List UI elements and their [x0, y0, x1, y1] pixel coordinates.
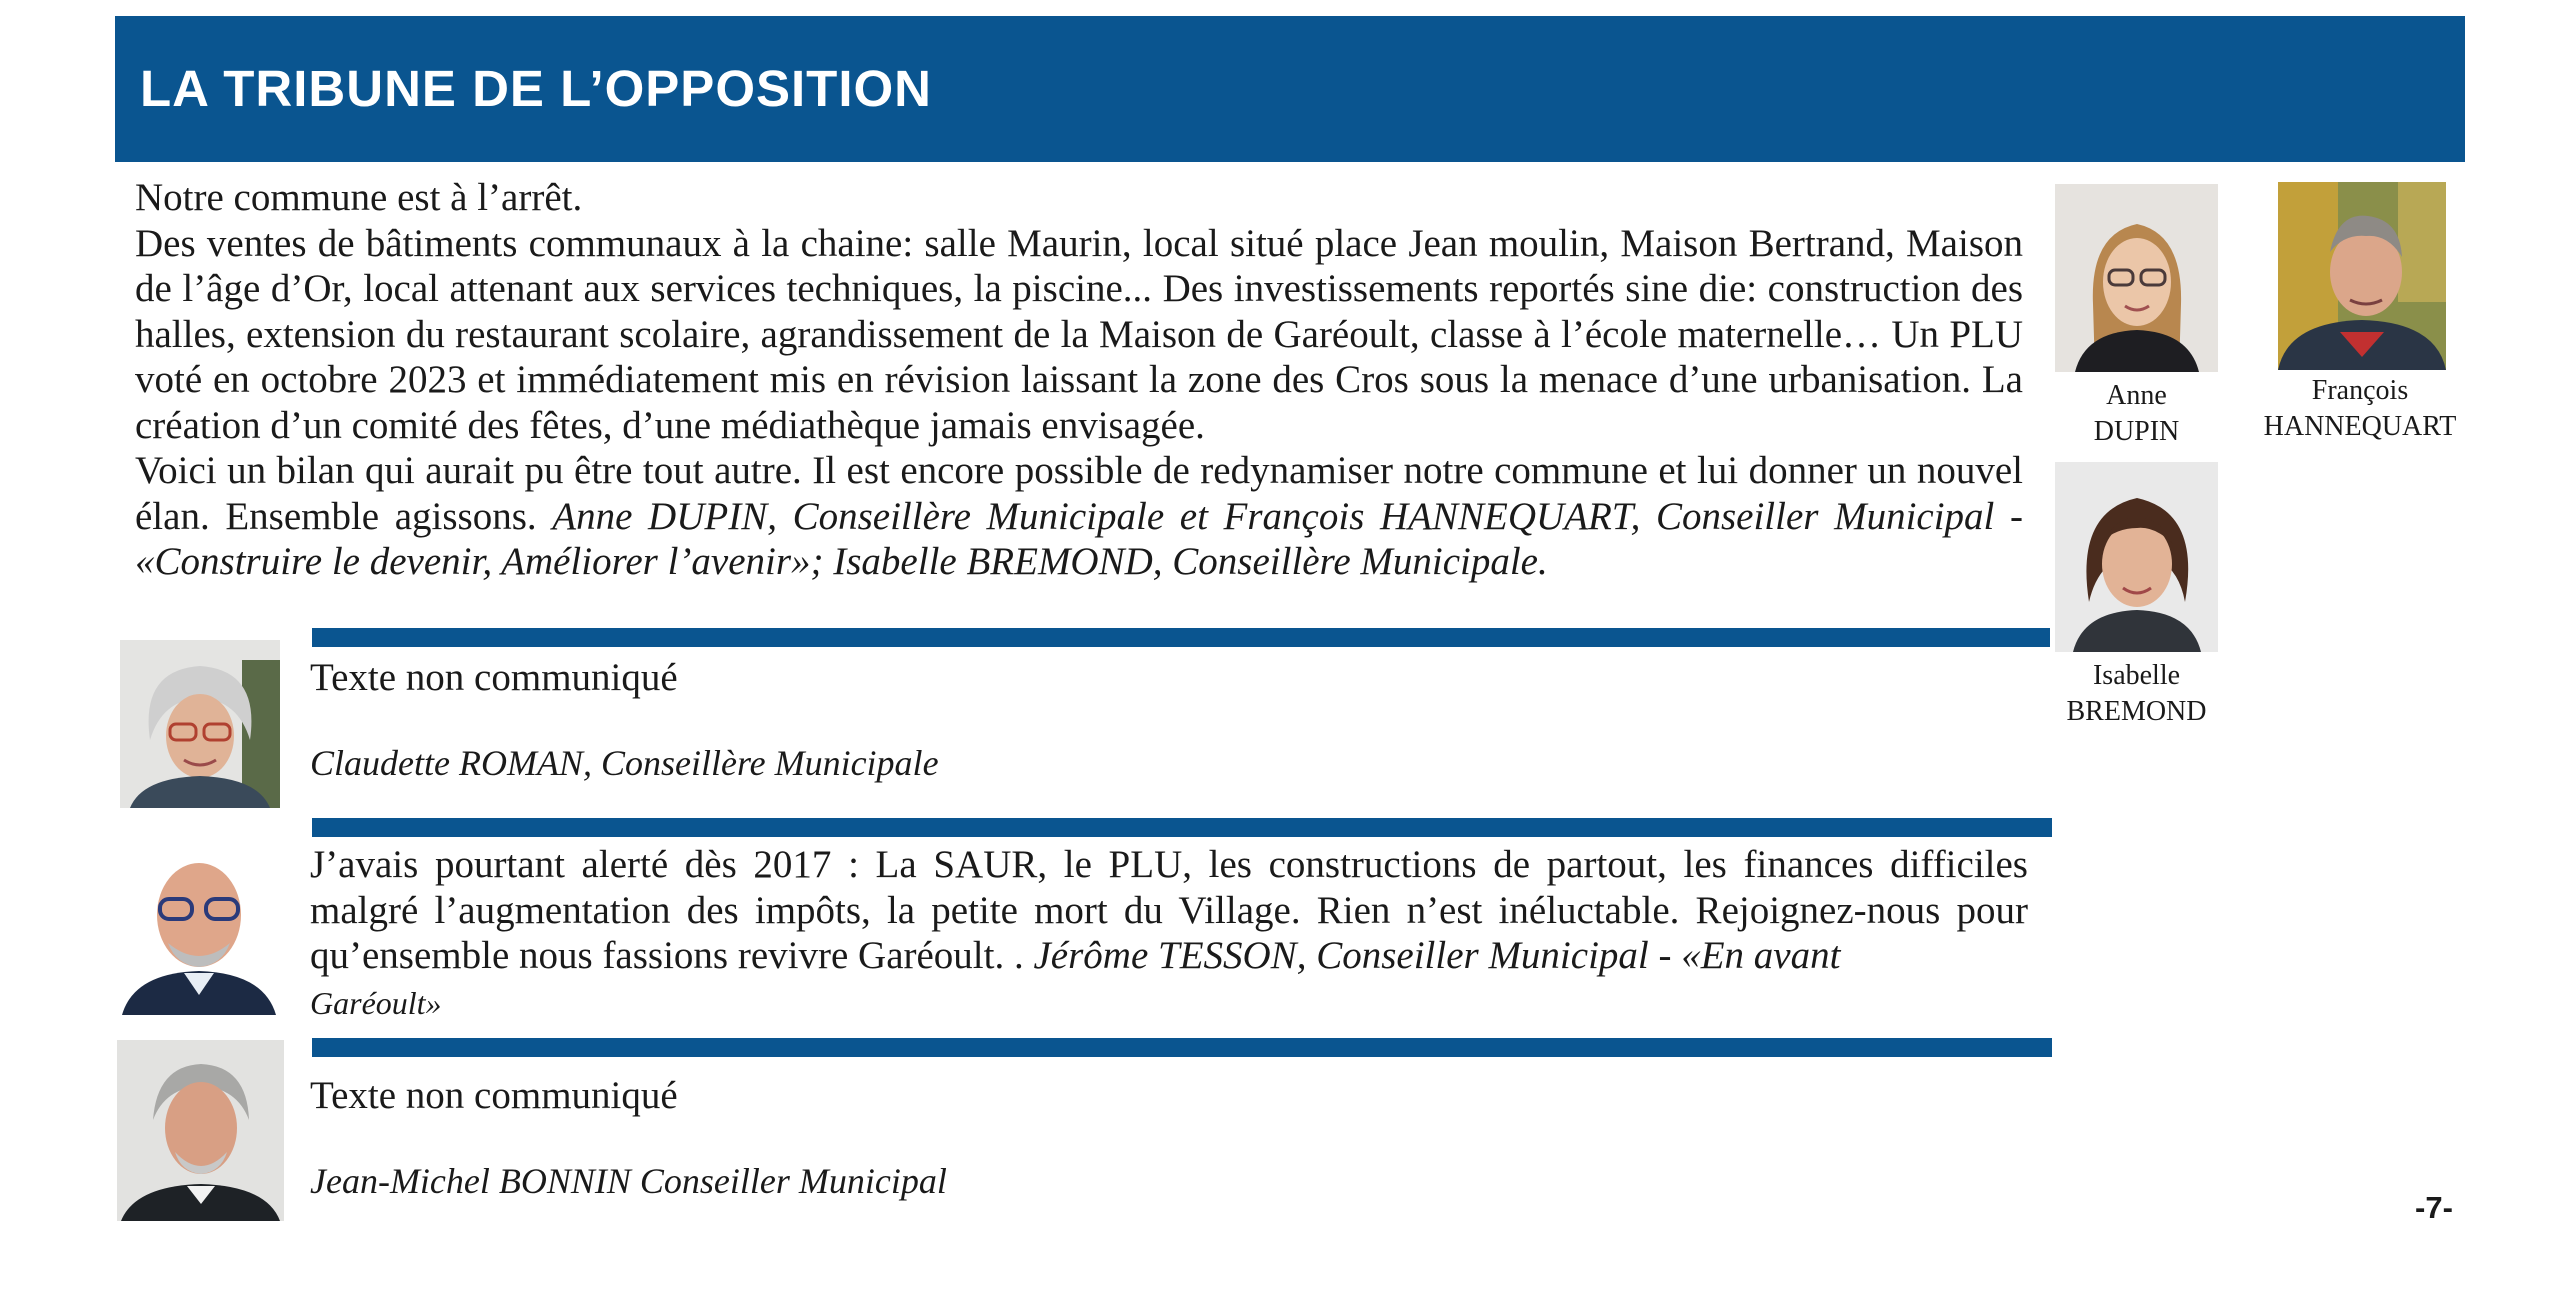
caption-anne-dupin	[2055, 378, 2218, 450]
portrait-francois-hannequart	[2278, 182, 2446, 370]
separator-bar	[312, 1038, 2052, 1057]
roman-signature: Claudette ROMAN, Conseillère Municipale	[310, 743, 939, 783]
main-closing	[135, 448, 2023, 585]
tesson-text: J’avais pourtant alerté dès 2017 : La SAUR, le PLU, les constructions de partout, les finances difficiles malgré l’augmentation des impôts, la petite mort du Village. Rien n’est inéluctable. Rejoignez-nous pour qu’ensemble nous fassions revivre Garéoult. .	[310, 843, 2028, 977]
opposition-main-text	[135, 175, 2023, 585]
portrait-claudette-roman	[120, 640, 280, 808]
caption-last-name: DUPIN	[2093, 416, 2180, 447]
caption-isabelle-bremond	[2055, 658, 2218, 730]
tesson-signature: Jérôme TESSON, Conseiller Municipal - «En avant	[1033, 934, 1841, 977]
caption-last-name: HANNEQUART	[2263, 411, 2457, 442]
roman-text: Texte non communiqué	[310, 656, 678, 699]
page-number: -7-	[2415, 1190, 2453, 1225]
portrait-anne-dupin	[2055, 184, 2218, 372]
tesson-signature-tail: Garéoult»	[310, 984, 442, 1021]
portrait-isabelle-bremond	[2055, 462, 2218, 652]
main-first-line: Notre commune est à l’arrêt.	[135, 176, 583, 219]
portrait-jean-michel-bonnin	[117, 1040, 284, 1221]
main-closing-text: Voici un bilan qui aurait pu être tout autre. Il est encore possible de redynamiser notre commune et lui donner un nouvel élan. Ensemble agissons.	[135, 449, 2023, 538]
portrait-jerome-tesson	[118, 843, 280, 1015]
header-banner	[115, 16, 2465, 162]
caption-first-name: Anne	[2106, 380, 2167, 411]
tesson-paragraph	[310, 842, 2028, 1026]
separator-bar	[312, 818, 2052, 837]
bonnin-text: Texte non communiqué	[310, 1074, 678, 1117]
separator-bar	[312, 628, 2050, 647]
bonnin-signature: Jean-Michel BONNIN Conseiller Municipal	[310, 1161, 947, 1201]
main-paragraph: Des ventes de bâtiments communaux à la chaine: salle Maurin, local situé place Jean moulin, Maison Bertrand, Maison de l’âge d’Or, local attenant aux services techniques, la piscine... Des investissements reportés sine die: construction des halles, extension du restaurant scolaire, agrandissement de la Maison de Garéoult, classe à l’école maternelle… Un PLU voté en octobre 2023 et immédiatement mis en révision laissant la zone des Cros sous la menace d’une urbanisation. La création d’un comité des fêtes, d’une médiathèque jamais envisagée.	[135, 221, 2023, 447]
caption-francois-hannequart	[2230, 373, 2490, 445]
page-title: LA TRIBUNE DE L’OPPOSITION	[140, 60, 932, 117]
caption-first-name: Isabelle	[2092, 660, 2181, 691]
tesson-text-block	[310, 842, 2028, 1026]
caption-last-name: BREMOND	[2066, 696, 2207, 727]
main-signature: Anne DUPIN, Conseillère Municipale et François HANNEQUART, Conseiller Municipal - «Construire le devenir, Améliorer l’avenir»; Isabelle BREMOND, Conseillère Municipale.	[135, 494, 2023, 583]
caption-first-name: François	[2311, 375, 2409, 406]
